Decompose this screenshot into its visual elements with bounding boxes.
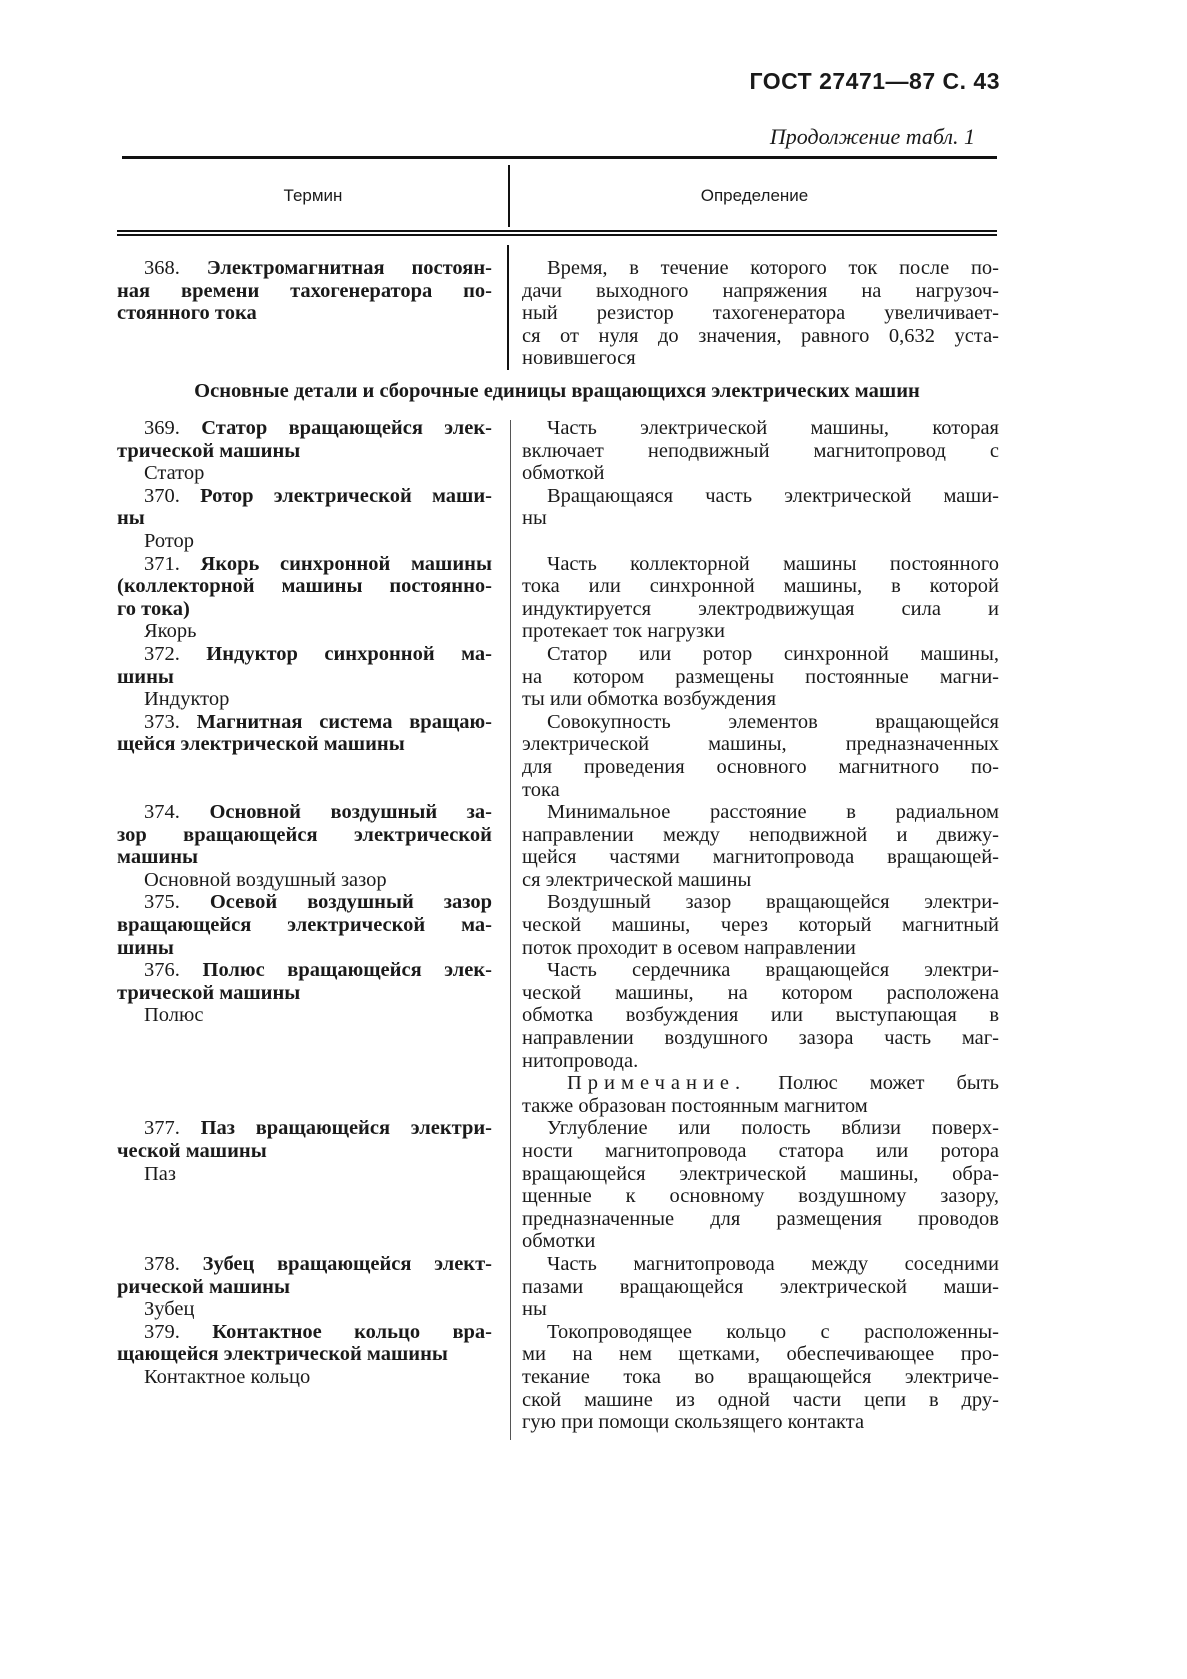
definition-line: ны bbox=[522, 1298, 547, 1321]
definition-line: пазами вращающейся электрической маши- bbox=[522, 1275, 999, 1298]
term-title-line bbox=[117, 733, 492, 756]
definition-line: ся от нуля до значения, равного 0,632 уста- bbox=[522, 324, 999, 347]
term-title: Полюс вращающейся элек- bbox=[202, 959, 492, 982]
note-line: также образован постоянным магнитом bbox=[522, 1094, 868, 1117]
definition-line: ческой машины, через который магнитный bbox=[522, 914, 999, 937]
term-title: стоянного тока bbox=[117, 302, 257, 325]
term-title-line bbox=[117, 1343, 492, 1366]
term-title-line bbox=[117, 1253, 492, 1276]
term-cell bbox=[117, 1253, 492, 1321]
definition-line: ми на нем щетками, обеспечивающее про- bbox=[522, 1343, 999, 1366]
term-title: (коллекторной машины постоянно- bbox=[117, 575, 492, 598]
term-title-line bbox=[117, 643, 492, 666]
definition-cell bbox=[522, 1117, 999, 1253]
term-short-name: Полюс bbox=[144, 1004, 204, 1027]
term-title-line bbox=[117, 937, 492, 960]
term-title-line bbox=[117, 598, 492, 621]
term-title: го тока) bbox=[117, 597, 190, 620]
term-entry-373 bbox=[117, 711, 999, 801]
definition-line: протекает ток нагрузки bbox=[522, 620, 725, 643]
definition-line: поток проходит в осевом направлении bbox=[522, 936, 856, 959]
definition-line: Углубление или полость вблизи поверх- bbox=[547, 1117, 999, 1140]
term-title: Электромагнитная постоян- bbox=[206, 257, 492, 279]
definition-line: Воздушный зазор вращающейся электри- bbox=[547, 891, 999, 914]
table-continuation-label: Продолжение табл. 1 bbox=[769, 124, 975, 149]
definition-line: обмоткой bbox=[522, 462, 605, 485]
term-title-line bbox=[117, 575, 492, 598]
definition-cell bbox=[522, 485, 999, 553]
term-title: трической машины bbox=[117, 981, 301, 1004]
term-cell bbox=[117, 1117, 492, 1253]
term-title: ная времени тахогенератора по- bbox=[117, 279, 492, 302]
term-title-line bbox=[117, 666, 492, 689]
term-title: Паз вращающейся электри- bbox=[200, 1117, 493, 1140]
definition-line: текание тока во вращающейся электриче- bbox=[522, 1365, 999, 1388]
definition-line: Вращающаяся часть электрической маши- bbox=[547, 484, 999, 507]
term-title: ны bbox=[117, 507, 145, 530]
term-title-line bbox=[117, 553, 492, 576]
term-title-line bbox=[117, 1140, 492, 1163]
term-short-name: Индуктор bbox=[144, 688, 230, 711]
term-title: ческой машины bbox=[117, 1140, 267, 1162]
header-double-rule-top bbox=[117, 230, 997, 232]
term-entry-368 bbox=[117, 257, 999, 370]
term-short-name: Паз bbox=[144, 1162, 177, 1185]
definition-cell bbox=[522, 1321, 999, 1434]
definition-line: ческой машины, на котором расположена bbox=[522, 981, 999, 1004]
term-title: трической машины bbox=[117, 439, 301, 462]
term-entry-379 bbox=[117, 1321, 999, 1434]
definition-line: Время, в течение которого ток после по- bbox=[547, 257, 999, 279]
term-number: 370. bbox=[144, 484, 201, 507]
definition-line: ся электрической машины bbox=[522, 868, 752, 891]
definition-cell bbox=[522, 553, 999, 643]
term-title: Осевой воздушный зазор bbox=[209, 891, 493, 914]
column-header-term: Термин bbox=[283, 186, 343, 205]
term-title: Магнитная система вращаю- bbox=[196, 710, 492, 733]
term-title-line bbox=[117, 982, 492, 1005]
term-title: Контактное кольцо вра- bbox=[212, 1320, 492, 1343]
definition-line: тока bbox=[522, 778, 560, 801]
document-reference: ГОСТ 27471—87 С. 43 bbox=[749, 68, 1000, 94]
definition-cell bbox=[522, 891, 999, 959]
term-entry-371 bbox=[117, 553, 999, 643]
term-title-line bbox=[117, 959, 492, 982]
table-top-rule bbox=[122, 156, 997, 159]
term-title: Ротор электрической маши- bbox=[200, 484, 492, 507]
term-title-line bbox=[117, 801, 492, 824]
definition-line: обмотка возбуждения или выступающая в bbox=[522, 1004, 999, 1027]
term-cell bbox=[117, 257, 492, 370]
definition-line: Часть магнитопровода между соседними bbox=[547, 1252, 999, 1275]
definition-cell bbox=[522, 643, 999, 711]
header-double-rule-bottom bbox=[117, 234, 997, 236]
term-title-line bbox=[117, 1321, 492, 1344]
definition-line: тока или синхронной машины, в которой bbox=[522, 575, 999, 598]
definition-line: обмотки bbox=[522, 1230, 596, 1253]
term-title-line bbox=[117, 711, 492, 734]
term-title-line bbox=[117, 257, 492, 280]
term-short-name: Якорь bbox=[144, 620, 197, 643]
definition-line: на котором размещены постоянные магни- bbox=[522, 665, 999, 688]
term-title-line bbox=[117, 824, 492, 847]
term-number: 369. bbox=[144, 417, 202, 439]
note-label: Примечание. bbox=[567, 1072, 747, 1095]
definition-line: вращающейся электрической машины, обра- bbox=[522, 1162, 999, 1185]
term-number: 376. bbox=[144, 959, 203, 982]
definition-line: нитопровода. bbox=[522, 1049, 639, 1072]
term-title-line bbox=[117, 302, 492, 325]
term-entry-376 bbox=[117, 959, 999, 1117]
definition-line: дачи выходного напряжения на нагрузоч- bbox=[522, 279, 999, 302]
definition-line: предназначенные для размещения проводов bbox=[522, 1207, 999, 1230]
term-cell bbox=[117, 553, 492, 643]
term-entry-375 bbox=[117, 891, 999, 959]
definition-line: включает неподвижный магнитопровод с bbox=[522, 439, 999, 462]
definition-line: Токопроводящее кольцо с расположенны- bbox=[547, 1320, 999, 1343]
term-title: вращающейся электрической ма- bbox=[117, 914, 492, 937]
term-short-name: Зубец bbox=[144, 1298, 195, 1321]
term-number: 368. bbox=[144, 257, 207, 279]
section-title: Основные детали и сборочные единицы вращающихся электрических машин bbox=[194, 380, 920, 402]
definition-line: ности магнитопровода статора или ротора bbox=[522, 1140, 999, 1162]
definition-line: Минимальное расстояние в радиальном bbox=[547, 801, 999, 824]
term-title: шины bbox=[117, 665, 174, 688]
definition-line: Часть электрической машины, которая bbox=[547, 417, 999, 439]
term-short-name: Основной воздушный зазор bbox=[144, 868, 387, 891]
definition-line: направлении воздушного зазора часть маг- bbox=[522, 1027, 999, 1050]
term-entry-370 bbox=[117, 485, 999, 553]
term-number: 375. bbox=[144, 891, 210, 914]
term-title-line bbox=[117, 914, 492, 937]
term-entry-377 bbox=[117, 1117, 999, 1253]
definition-line: Совокупность элементов вращающейся bbox=[547, 710, 999, 733]
term-title: зор вращающейся электрической bbox=[117, 823, 492, 846]
term-title: Основной воздушный за- bbox=[209, 801, 492, 824]
term-title: щейся электрической машины bbox=[117, 733, 405, 756]
definition-line: ны bbox=[522, 507, 547, 530]
definition-line: Часть сердечника вращающейся электри- bbox=[547, 959, 999, 982]
term-short-name: Ротор bbox=[144, 529, 195, 552]
definition-line: электрической машины, предназначенных bbox=[522, 733, 999, 756]
term-title: машины bbox=[117, 846, 199, 869]
definition-line: ный резистор тахогенератора увеличивает- bbox=[522, 302, 999, 325]
term-entry-372 bbox=[117, 643, 999, 711]
term-cell bbox=[117, 485, 492, 553]
definition-cell bbox=[522, 417, 999, 485]
term-number: 371. bbox=[144, 552, 201, 575]
term-title: Статор вращающейся элек- bbox=[201, 417, 492, 439]
term-title: рической машины bbox=[117, 1275, 290, 1298]
term-cell bbox=[117, 959, 492, 1117]
term-title-line bbox=[117, 440, 492, 463]
definition-line: индуктируется электродвижущая сила и bbox=[522, 597, 999, 620]
definition-line: гую при помощи скользящего контакта bbox=[522, 1411, 865, 1434]
term-cell bbox=[117, 417, 492, 485]
term-title-line bbox=[117, 280, 492, 303]
term-title-line bbox=[117, 417, 492, 440]
term-title-line bbox=[117, 891, 492, 914]
definition-line: для проведения основного магнитного по- bbox=[522, 755, 999, 778]
term-title-line bbox=[117, 507, 492, 530]
term-cell bbox=[117, 1321, 492, 1434]
definition-line: направлении между неподвижной и движу- bbox=[522, 823, 999, 846]
term-title: Индуктор синхронной ма- bbox=[206, 642, 492, 665]
term-short-name: Контактное кольцо bbox=[144, 1365, 311, 1388]
term-number: 377. bbox=[144, 1117, 201, 1140]
term-title-line bbox=[117, 846, 492, 869]
term-number: 379. bbox=[144, 1320, 213, 1343]
term-cell bbox=[117, 801, 492, 891]
definition-line: ской машине из одной части цепи в дру- bbox=[522, 1388, 999, 1411]
term-title: Якорь синхронной машины bbox=[200, 552, 492, 575]
term-number: 373. bbox=[144, 710, 197, 733]
term-title: щающейся электрической машины bbox=[117, 1343, 448, 1366]
term-short-name: Статор bbox=[144, 462, 205, 485]
term-title: шины bbox=[117, 936, 174, 959]
term-entry-369 bbox=[117, 417, 999, 485]
definition-cell bbox=[522, 711, 999, 801]
column-header-definition: Определение bbox=[700, 186, 809, 205]
term-number: 378. bbox=[144, 1252, 203, 1275]
note-text: Полюс может быть bbox=[778, 1072, 999, 1095]
definition-line: Часть коллекторной машины постоянного bbox=[547, 552, 999, 575]
term-title: Зубец вращающейся элект- bbox=[202, 1252, 492, 1275]
term-title-line bbox=[117, 1117, 492, 1140]
definition-line: щейся частями магнитопровода вращающей- bbox=[522, 846, 999, 869]
definition-cell bbox=[522, 801, 999, 891]
term-cell bbox=[117, 711, 492, 801]
term-cell bbox=[117, 891, 492, 959]
term-number: 372. bbox=[144, 642, 207, 665]
term-title-line bbox=[117, 1276, 492, 1299]
note-line bbox=[522, 1072, 999, 1095]
term-entry-374 bbox=[117, 801, 999, 891]
term-entry-378 bbox=[117, 1253, 999, 1321]
term-cell bbox=[117, 643, 492, 711]
term-number: 374. bbox=[144, 801, 210, 824]
definition-line: ты или обмотка возбуждения bbox=[522, 688, 776, 711]
definition-line: новившегося bbox=[522, 347, 636, 370]
definition-cell bbox=[522, 1253, 999, 1321]
term-title-line bbox=[117, 485, 492, 508]
definition-cell bbox=[522, 959, 999, 1117]
term-list bbox=[0, 417, 999, 1434]
definition-line: щенные к основному воздушному зазору, bbox=[522, 1185, 999, 1208]
definition-line: Статор или ротор синхронной машины, bbox=[547, 642, 999, 665]
definition-cell bbox=[522, 257, 999, 370]
